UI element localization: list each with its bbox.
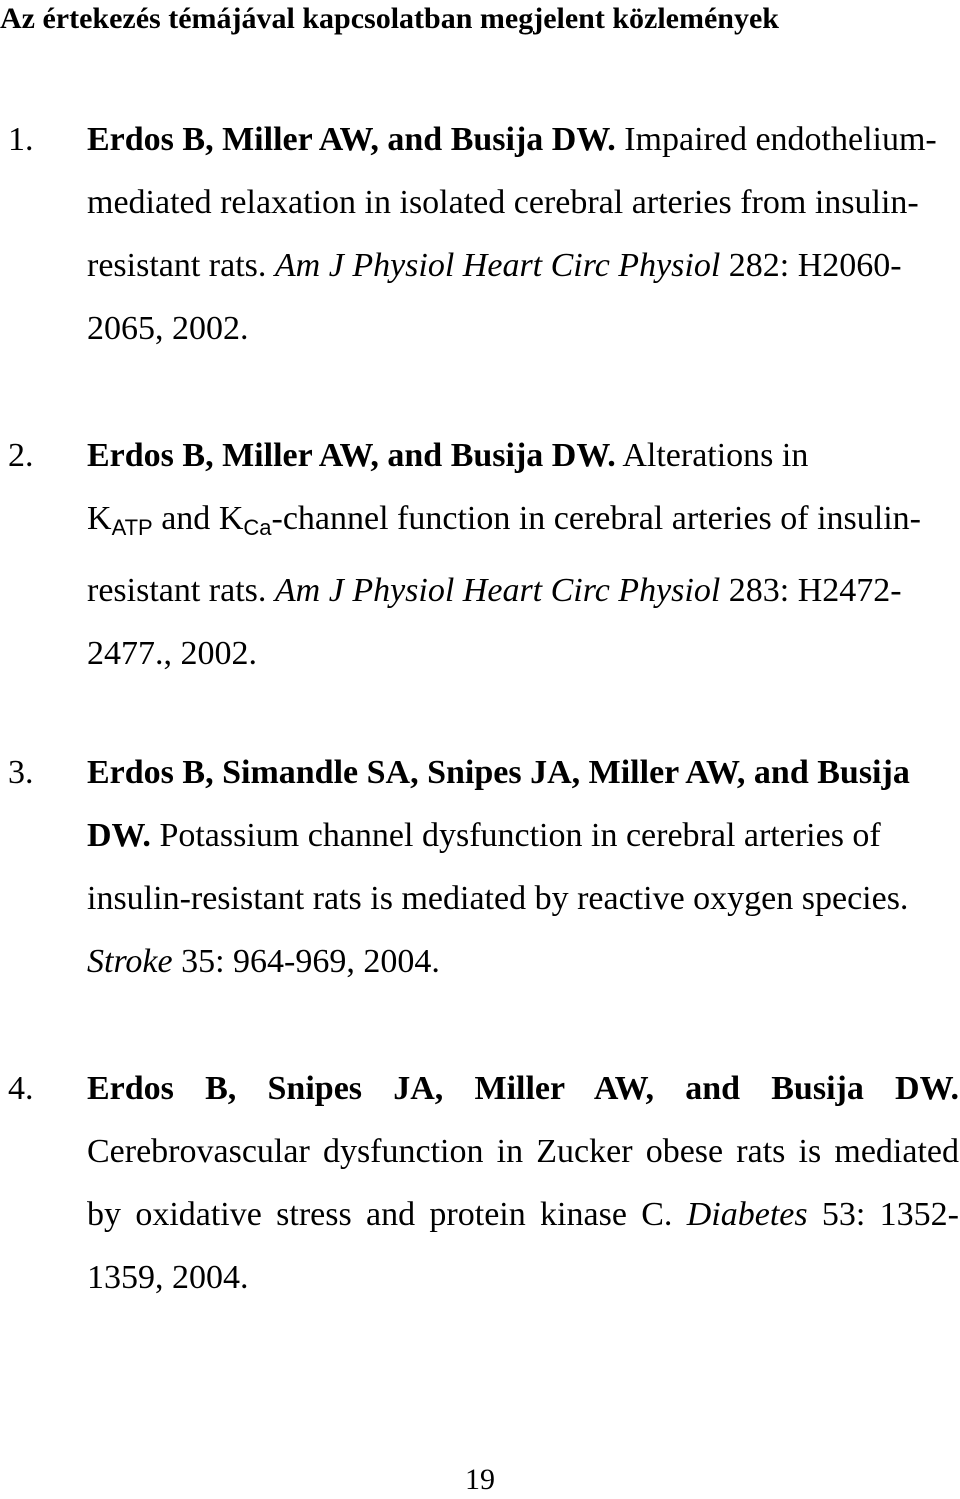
reference-text	[87, 741, 959, 993]
reference-title: Potassium channel dysfunction in cerebral arteries of insulin-resistant rats is mediated by reactive oxygen species.	[87, 817, 909, 917]
reference-citation: 53: 1352-1359, 2004.	[87, 1196, 960, 1296]
reference-number: 3.	[8, 754, 34, 791]
subscript-ca: Ca	[243, 515, 272, 540]
reference-authors: Erdos B, Miller AW, and Busija DW.	[87, 437, 616, 474]
reference-journal: Diabetes	[686, 1196, 808, 1233]
reference-text	[87, 108, 959, 360]
reference-journal: Am J Physiol Heart Circ Physiol	[274, 572, 721, 609]
reference-title-start: Alterations in	[622, 437, 809, 474]
reference-authors: Erdos B, Snipes JA, Miller AW, and Busija DW.	[87, 1070, 959, 1107]
reference-item	[0, 741, 960, 993]
reference-item	[0, 424, 960, 676]
reference-item	[0, 108, 960, 360]
subscript-atp: ATP	[111, 515, 153, 540]
reference-citation: 35: 964-969, 2004.	[181, 943, 440, 980]
page-number: 19	[465, 1463, 495, 1496]
page-heading: Az értekezés témájával kapcsolatban megjelent közlemények	[0, 2, 779, 35]
reference-citation: 282: H2060-2065, 2002.	[87, 247, 902, 347]
reference-text	[87, 424, 959, 685]
reference-authors: Erdos B, Simandle SA, Snipes JA, Miller AW, and Busija DW.	[87, 754, 910, 854]
reference-title: Cerebrovascular dysfunction in Zucker obese rats is mediated by oxidative stress and protein kinase C.	[87, 1133, 959, 1233]
reference-title: Impaired endothelium-mediated relaxation in isolated cerebral arteries from insulin-resistant rats.	[87, 121, 937, 284]
channel-kca: $K_{Ca}$	[218, 500, 272, 540]
reference-journal: Am J Physiol Heart Circ Physiol	[274, 247, 721, 284]
reference-journal: Stroke	[87, 943, 173, 980]
reference-title-end: -channel function in cerebral arteries of insulin-resistant rats.	[87, 500, 922, 609]
reference-citation: 283: H2472-2477., 2002.	[87, 572, 902, 672]
reference-item	[0, 1057, 960, 1309]
reference-number: 4.	[8, 1070, 34, 1107]
channel-katp: $K_{ATP}$	[87, 500, 153, 540]
reference-authors: Erdos B, Miller AW, and Busija DW.	[87, 121, 616, 158]
reference-title-and: and	[161, 500, 211, 537]
reference-number: 2.	[8, 437, 34, 474]
reference-number: 1.	[8, 121, 34, 158]
reference-text	[87, 1057, 959, 1309]
